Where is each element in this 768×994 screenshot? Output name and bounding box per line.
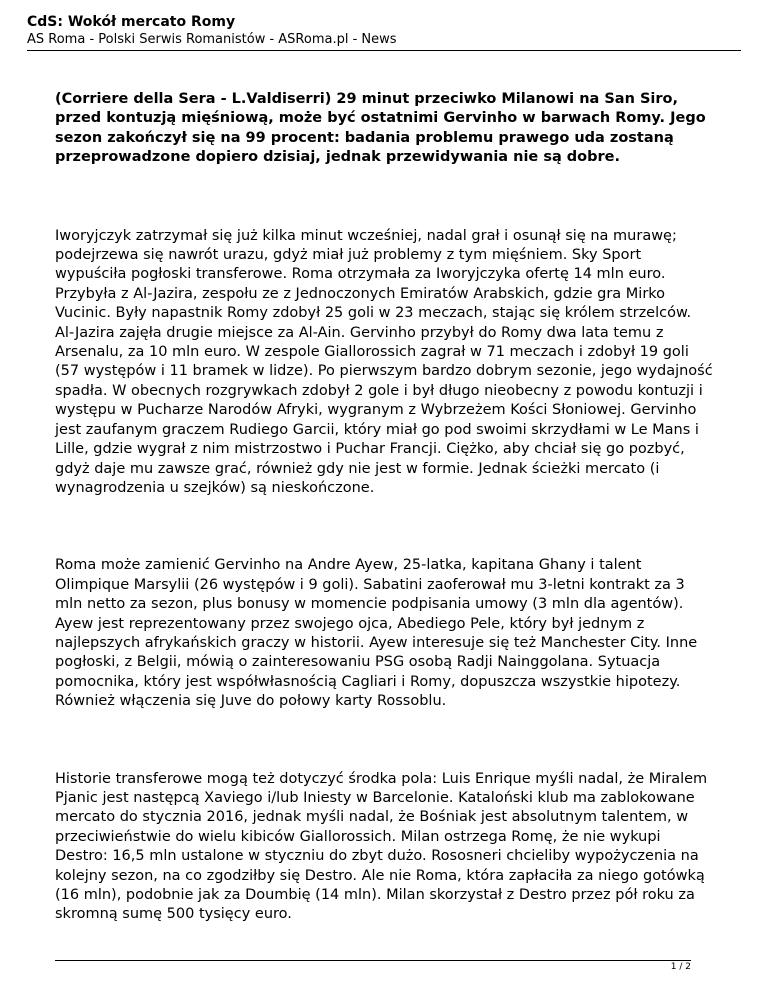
footer-divider <box>55 960 691 961</box>
page-header <box>27 14 741 48</box>
document-title: CdS: Wokół mercato Romy <box>27 14 236 30</box>
article-lead: (Corriere della Sera - L.Valdiserri) 29 minut przeciwko Milanowi na San Siro, przed kontuzją mięśniową, może być ostatnimi Gervinho w barwach Romy. Jego sezon zakończył się na 99 procent: badania problemu prawego uda zostaną przeprowadzone dopiero dzisiaj, jednak przewidywania nie są dobre. <box>55 91 706 166</box>
article-paragraph: Roma może zamienić Gervinho na Andre Ayew, 25-latka, kapitana Ghany i talent Olimpique Marsylii (26 występów i 9 goli). Sabatini zaoferował mu 3-letni kontrakt za 3 mln netto za sezon, plus bonusy w momencie podpisania umowy (3 mln dla agentów). Ayew jest reprezentowany przez swojego ojca, Abediego Pele, który był jednym z najlepszych afrykańskich graczy w historii. Ayew interesuje się też Manchester City. Inne pogłoski, z Belgii, mówią o zainteresowaniu PSG osobą Radji Nainggolana. Sytuacja pomocnika, który jest współwłasnością Cagliari i Romy, dopuszcza wszystkie hipotezy. Również włączenia się Juve do połowy karty Rossoblu. <box>55 557 698 710</box>
article-paragraph: Iworyjczyk zatrzymał się już kilka minut wcześniej, nadal grał i osunął się na murawę; podejrzewa się nawrót urazu, gdyż miał już problemy z tym mięśniem. Sky Sport wypuściła pogłoski transferowe. Roma otrzymała za Iworyjczyka ofertę 14 mln euro. Przybyła z Al-Jazira, zespołu ze z Jednoczonych Emiratów Arabskich, gdzie gra Mirko Vucinic. Były napastnik Romy zdobył 25 goli w 23 meczach, stając się królem strzelców. Al-Jazira zajęła drugie miejsce za Al-Ain. Gervinho przybył do Romy dwa lata temu z Arsenalu, za 10 mln euro. W zespole Giallorossich zagrał w 71 meczach i zdobył 19 goli (57 występów i 11 bramek w lidze). Po pierwszym bardzo dobrym sezonie, jego wydajność spadła. W obecnych rozgrywkach zdobył 2 gole i był długo nieobecny z powodu kontuzji i występu w Pucharze Narodów Afryki, wygranym z Wybrzeżem Kości Słoniowej. Gervinho jest zaufanym graczem Rudiego Garcii, który miał go pod swoimi skrzydłami w Le Mans i Lille, gdzie wygrał z nim mistrzostwo i Puchar Francji. Ciężko, aby chciał się go pozbyć, gdyż daje mu zawsze grać, również gdy nie jest w formie. Jednak ścieżki mercato (i wynagrodzenia u szejków) są nieskończone. <box>55 227 713 496</box>
header-divider <box>27 50 741 51</box>
article-body <box>55 90 715 925</box>
page-number: 1 / 2 <box>670 962 691 972</box>
article-paragraph: Historie transferowe mogą też dotyczyć środka pola: Luis Enrique myśli nadal, że Miralem Pjanic jest następcą Xaviego i/lub Iniesty w Barcelonie. Kataloński klub ma zablokowane mercato do stycznia 2016, jednak myśli nadal, że Bośniak jest absolutnym talentem, w przeciwieństwie do wielu kibiców Giallorossich. Milan ostrzega Romę, że nie wykupi Destro: 16,5 mln ustalone w styczniu do zbyt dużo. Rososneri chcieliby wypożyczenia na kolejny sezon, na co zgodziłby się Destro. Ale nie Roma, która zapłaciła za niego gotówką (16 mln), podobnie jak za Doumbię (14 mln). Milan skorzystał z Destro przez pół roku za skromną sumę 500 tysięcy euro. <box>55 770 708 923</box>
document-source: AS Roma - Polski Serwis Romanistów - ASRoma.pl - News <box>27 32 397 47</box>
